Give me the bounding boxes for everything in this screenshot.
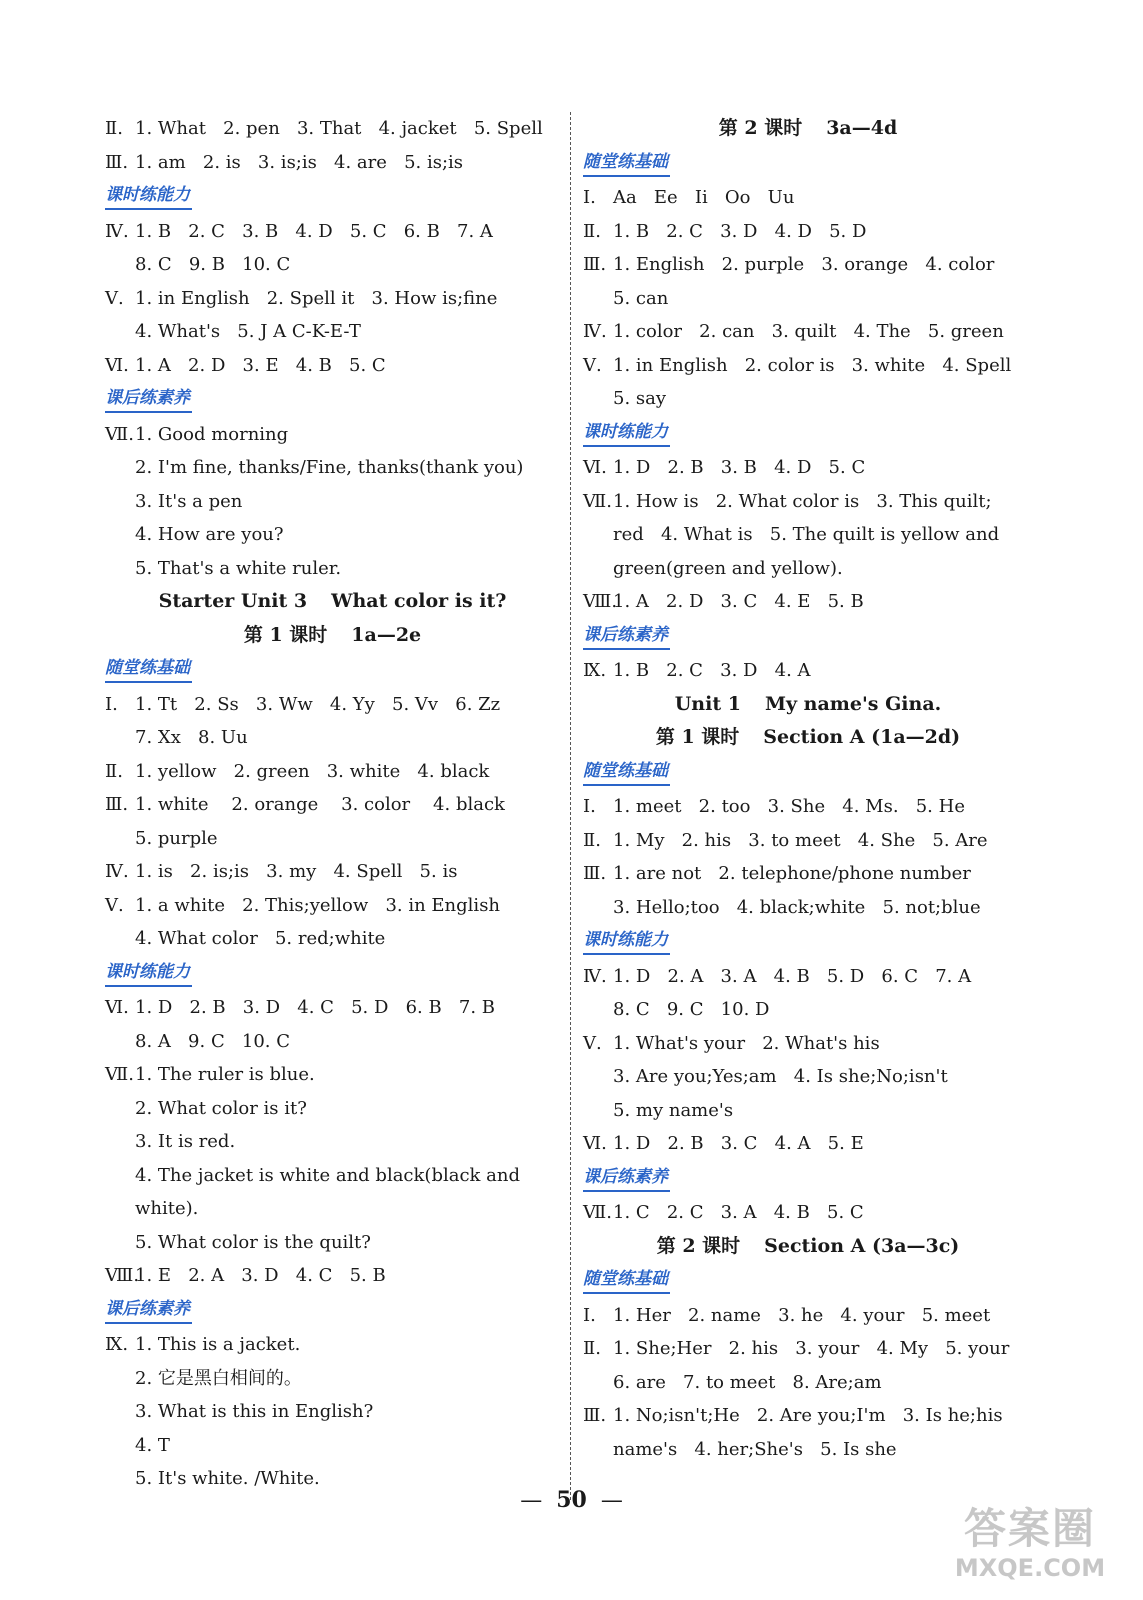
answer-text: 1. in English 2. Spell it 3. How is;fine <box>135 287 498 309</box>
answer-text: 7. Xx 8. Uu <box>135 727 248 748</box>
section-label: 课后练素养 <box>583 623 670 650</box>
answer-line <box>105 485 560 519</box>
question-number: Ⅵ. <box>583 1133 607 1154</box>
question-number: Ⅲ. <box>583 254 607 275</box>
section-label: 课后练素养 <box>105 1297 192 1324</box>
section-label-row <box>105 652 560 688</box>
answer-line <box>583 248 1033 282</box>
question-number: Ⅵ. <box>105 997 129 1018</box>
answer-text: 1. The ruler is blue. <box>135 1064 315 1085</box>
question-number: Ⅰ. <box>105 693 118 715</box>
answer-text: 2. What color is it? <box>135 1097 307 1119</box>
answer-text: 1. B 2. C 3. B 4. D 5. C 6. B 7. A <box>135 220 493 242</box>
answer-text: 5. That's a white ruler. <box>135 557 342 579</box>
answer-line <box>583 1299 1033 1333</box>
answer-line <box>105 315 560 349</box>
answer-line <box>583 451 1033 485</box>
answer-line <box>583 552 1033 586</box>
lesson-heading <box>583 721 1033 755</box>
answer-line <box>105 1328 560 1362</box>
answer-text: 1. Tt 2. Ss 3. Ww 4. Yy 5. Vv 6. Zz <box>135 693 501 715</box>
answer-line <box>105 1226 560 1260</box>
answer-line <box>105 822 560 856</box>
answer-line <box>583 1399 1033 1433</box>
footer-dash-right: — <box>600 1488 623 1513</box>
question-number: Ⅷ. <box>105 1265 140 1286</box>
question-number: Ⅲ. <box>583 1405 607 1426</box>
lesson-heading <box>583 112 1033 146</box>
right-column <box>583 112 1033 1466</box>
answer-line <box>583 790 1033 824</box>
answer-line <box>583 349 1033 383</box>
answer-line <box>583 993 1033 1027</box>
answer-line <box>105 1058 560 1092</box>
answer-line <box>583 1196 1033 1230</box>
answer-text: name's 4. her;She's 5. Is she <box>613 1438 897 1460</box>
answer-text: 1. yellow 2. green 3. white 4. black <box>135 760 490 782</box>
lesson-heading <box>105 585 560 619</box>
answer-text: 1. What's your 2. What's his <box>613 1032 880 1054</box>
answer-line <box>105 1429 560 1463</box>
section-label-row <box>105 956 560 992</box>
question-number: Ⅶ. <box>583 1202 612 1223</box>
answer-text: 1. color 2. can 3. quilt 4. The 5. green <box>613 321 1004 342</box>
answer-line <box>583 1127 1033 1161</box>
question-number: Ⅰ. <box>583 796 596 817</box>
answer-text: 2. I'm fine, thanks/Fine, thanks(thank you) <box>135 457 524 478</box>
answer-line <box>583 1094 1033 1128</box>
answer-line <box>105 721 560 755</box>
section-label-row <box>583 146 1033 182</box>
question-number: Ⅶ. <box>583 490 612 512</box>
answer-text: 1. A 2. D 3. C 4. E 5. B <box>613 591 864 612</box>
answer-text: 8. C 9. B 10. C <box>135 254 291 275</box>
answer-line <box>105 349 560 383</box>
answer-text: 1. No;isn't;He 2. Are you;I'm 3. Is he;his <box>613 1405 1003 1426</box>
section-label: 随堂练基础 <box>583 1267 670 1294</box>
question-number: Ⅱ. <box>583 1338 601 1359</box>
answer-text: 1. meet 2. too 3. She 4. Ms. 5. He <box>613 796 965 817</box>
section-label-row <box>583 1263 1033 1299</box>
answer-text: 1. in English 2. color is 3. white 4. Spell <box>613 354 1012 376</box>
heading-part-a: Unit 1 <box>674 692 741 715</box>
column-divider <box>570 112 571 1500</box>
answer-text: 5. purple <box>135 827 218 849</box>
answer-line <box>583 315 1033 349</box>
question-number: Ⅲ. <box>105 794 129 815</box>
answer-text: 3. It's a pen <box>135 490 243 512</box>
question-number: Ⅱ. <box>105 760 123 782</box>
question-number: Ⅴ. <box>583 354 602 376</box>
answer-text: 1. C 2. C 3. A 4. B 5. C <box>613 1202 864 1223</box>
answer-text: 8. C 9. C 10. D <box>613 999 770 1020</box>
answer-text: 4. T <box>135 1434 170 1456</box>
answer-line <box>105 991 560 1025</box>
answer-text: 1. This is a jacket. <box>135 1334 301 1355</box>
section-label: 课时练能力 <box>105 960 192 987</box>
section-label: 课时练能力 <box>105 183 192 210</box>
answer-text: Aa Ee Ii Oo Uu <box>613 187 795 208</box>
section-label: 随堂练基础 <box>583 150 670 177</box>
heading-part-b: Section A (3a—3c) <box>764 1234 960 1257</box>
answer-line <box>105 418 560 452</box>
answer-text: 5. What color is the quilt? <box>135 1231 371 1253</box>
answer-text: 1. How is 2. What color is 3. This quilt; <box>613 490 992 512</box>
answer-text: 5. say <box>613 388 667 409</box>
answer-line <box>583 1060 1033 1094</box>
question-number: Ⅸ. <box>105 1334 129 1355</box>
question-number: Ⅱ. <box>583 829 601 851</box>
answer-text: 1. Her 2. name 3. he 4. your 5. meet <box>613 1304 991 1326</box>
answer-text: 1. white 2. orange 3. color 4. black <box>135 794 505 815</box>
answer-line <box>105 922 560 956</box>
answer-text: green(green and yellow). <box>613 557 843 579</box>
answer-line <box>583 181 1033 215</box>
question-number: Ⅸ. <box>583 660 607 681</box>
question-number: Ⅰ. <box>583 187 596 208</box>
answer-text: 1. She;Her 2. his 3. your 4. My 5. your <box>613 1338 1010 1359</box>
section-label: 课时练能力 <box>583 420 670 447</box>
answer-text: 1. B 2. C 3. D 4. A <box>613 660 811 681</box>
question-number: Ⅰ. <box>583 1304 596 1326</box>
answer-line <box>105 889 560 923</box>
answer-text: 1. D 2. A 3. A 4. B 5. D 6. C 7. A <box>613 965 972 987</box>
answer-line <box>105 518 560 552</box>
answer-line <box>105 552 560 586</box>
answer-line <box>105 788 560 822</box>
answer-text: 4. How are you? <box>135 524 284 545</box>
answer-line <box>583 1433 1033 1467</box>
answer-text: 1. am 2. is 3. is;is 4. are 5. is;is <box>135 151 464 173</box>
answer-line <box>105 1395 560 1429</box>
answer-line <box>583 857 1033 891</box>
answer-text: 1. D 2. B 3. D 4. C 5. D 6. B 7. B <box>135 997 496 1018</box>
answer-line <box>583 891 1033 925</box>
answer-line <box>583 215 1033 249</box>
answer-text: white). <box>135 1198 199 1219</box>
answer-line <box>105 1192 560 1226</box>
answer-text: 2. 它是黑白相间的。 <box>135 1367 302 1389</box>
section-label-row <box>583 1161 1033 1197</box>
question-number: Ⅷ. <box>583 591 618 612</box>
answer-text: 1. B 2. C 3. D 4. D 5. D <box>613 220 867 242</box>
answer-text: 3. What is this in English? <box>135 1401 374 1422</box>
answer-line <box>583 518 1033 552</box>
answer-line <box>583 1027 1033 1061</box>
question-number: Ⅶ. <box>105 1064 134 1085</box>
answer-text: 1. E 2. A 3. D 4. C 5. B <box>135 1265 386 1286</box>
answer-line <box>105 248 560 282</box>
answer-text: 3. It is red. <box>135 1131 236 1152</box>
answer-line <box>583 485 1033 519</box>
answer-text: 1. D 2. B 3. C 4. A 5. E <box>613 1133 864 1154</box>
answer-text: 4. The jacket is white and black(black and <box>135 1164 521 1186</box>
answer-text: 1. are not 2. telephone/phone number <box>613 863 971 884</box>
question-number: Ⅳ. <box>105 861 129 882</box>
watermark-logo: 答案圈 <box>963 1504 1096 1553</box>
question-number: Ⅵ. <box>105 354 129 376</box>
answer-text: 1. a white 2. This;yellow 3. in English <box>135 894 501 916</box>
section-label-row <box>583 924 1033 960</box>
section-label: 课后练素养 <box>105 386 192 413</box>
answer-text: 1. is 2. is;is 3. my 4. Spell 5. is <box>135 861 458 882</box>
question-number: Ⅳ. <box>105 220 129 242</box>
heading-part-b: 3a—4d <box>826 117 898 139</box>
answer-line <box>583 1366 1033 1400</box>
question-number: Ⅱ. <box>105 118 123 139</box>
answer-text: red 4. What is 5. The quilt is yellow and <box>613 524 1000 545</box>
answer-line <box>583 1332 1033 1366</box>
question-number: Ⅴ. <box>105 894 124 916</box>
watermark <box>930 1505 1130 1595</box>
heading-part-b: My name's Gina. <box>764 692 942 715</box>
section-label-row <box>583 619 1033 655</box>
watermark-url: MXQE.COM <box>954 1554 1106 1582</box>
heading-part-a: 第 1 课时 <box>243 623 328 646</box>
heading-part-a: 第 2 课时 <box>656 1234 741 1257</box>
answer-text: 3. Are you;Yes;am 4. Is she;No;isn't <box>613 1066 948 1087</box>
answer-text: 5. can <box>613 287 669 309</box>
answer-line <box>583 824 1033 858</box>
lesson-heading <box>583 688 1033 722</box>
heading-part-b: Section A (1a—2d) <box>763 726 961 748</box>
answer-text: 1. Good morning <box>135 423 289 445</box>
question-number: Ⅶ. <box>105 423 134 445</box>
section-label-row <box>105 1293 560 1329</box>
question-number: Ⅴ. <box>105 287 124 309</box>
question-number: Ⅱ. <box>583 220 601 242</box>
answer-line <box>105 1159 560 1193</box>
heading-part-a: Starter Unit 3 <box>158 590 308 612</box>
heading-part-a: 第 1 课时 <box>655 726 740 748</box>
answer-text: 1. A 2. D 3. E 4. B 5. C <box>135 354 386 376</box>
section-label: 随堂练基础 <box>583 759 670 786</box>
page-number: 50 <box>556 1487 587 1513</box>
answer-line <box>105 1125 560 1159</box>
answer-line <box>105 1025 560 1059</box>
section-label: 随堂练基础 <box>105 656 192 683</box>
answer-text: 4. What's 5. J A C-K-E-T <box>135 321 361 342</box>
answer-line <box>583 282 1033 316</box>
answer-line <box>583 654 1033 688</box>
answer-line <box>105 755 560 789</box>
answer-line <box>105 1259 560 1293</box>
lesson-heading <box>105 619 560 653</box>
question-number: Ⅲ. <box>583 863 607 884</box>
question-number: Ⅵ. <box>583 457 607 478</box>
answer-text: 3. Hello;too 4. black;white 5. not;blue <box>613 896 981 918</box>
answer-line <box>105 1092 560 1126</box>
section-label-row <box>105 179 560 215</box>
answer-text: 5. It's white. /White. <box>135 1468 320 1489</box>
heading-part-b: 1a—2e <box>351 623 422 646</box>
answer-text: 4. What color 5. red;white <box>135 928 386 949</box>
answer-line <box>105 688 560 722</box>
answer-text: 6. are 7. to meet 8. Are;am <box>613 1371 882 1393</box>
section-label-row <box>583 416 1033 452</box>
answer-line <box>105 146 560 180</box>
section-label-row <box>105 382 560 418</box>
answer-line <box>105 282 560 316</box>
answer-text: 5. my name's <box>613 1099 734 1121</box>
footer-dash-left: — <box>520 1488 543 1513</box>
question-number: Ⅳ. <box>583 321 607 342</box>
heading-part-b: What color is it? <box>331 590 507 612</box>
question-number: Ⅴ. <box>583 1032 602 1054</box>
heading-part-a: 第 2 课时 <box>718 117 803 139</box>
lesson-heading <box>583 1230 1033 1264</box>
answer-text: 8. A 9. C 10. C <box>135 1030 291 1052</box>
answer-line <box>105 215 560 249</box>
answer-line <box>105 112 560 146</box>
answer-text: 1. What 2. pen 3. That 4. jacket 5. Spell <box>135 118 543 139</box>
answer-line <box>105 855 560 889</box>
question-number: Ⅲ. <box>105 151 129 173</box>
section-label-row <box>583 755 1033 791</box>
answer-text: 1. My 2. his 3. to meet 4. She 5. Are <box>613 829 988 851</box>
answer-line <box>105 1362 560 1396</box>
answer-text: 1. D 2. B 3. B 4. D 5. C <box>613 457 866 478</box>
answer-line <box>583 585 1033 619</box>
section-label: 课后练素养 <box>583 1165 670 1192</box>
answer-line <box>583 382 1033 416</box>
left-column <box>105 112 560 1496</box>
section-label: 课时练能力 <box>583 928 670 955</box>
question-number: Ⅳ. <box>583 965 607 987</box>
answer-line <box>105 451 560 485</box>
answer-line <box>583 960 1033 994</box>
answer-text: 1. English 2. purple 3. orange 4. color <box>613 254 995 275</box>
